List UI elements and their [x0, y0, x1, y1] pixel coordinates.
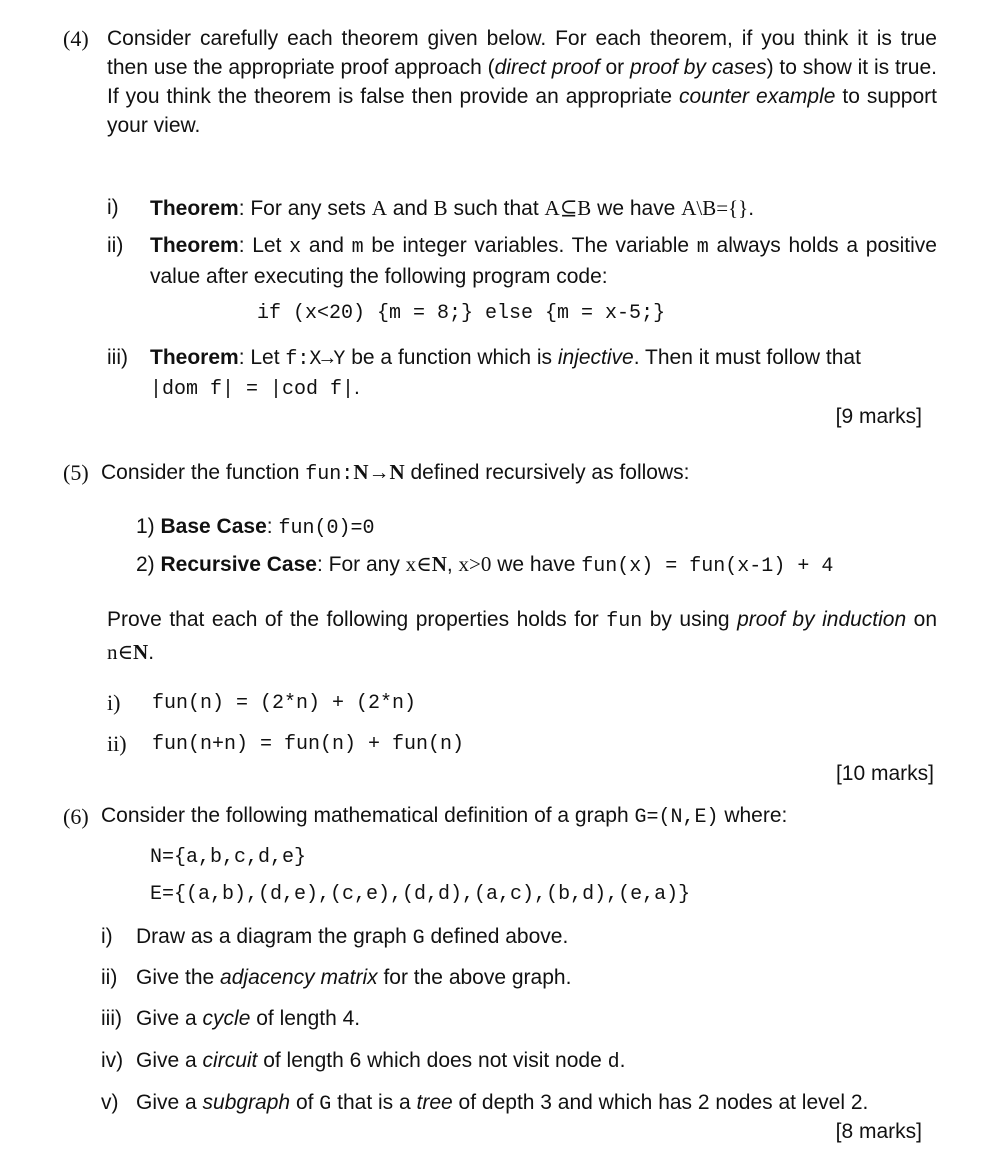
q6-item-iv-node-d: d: [607, 1051, 620, 1074]
q6-item-v-t2: of: [290, 1091, 320, 1114]
q5-naturals-1: N: [353, 460, 369, 484]
q4-direct-proof: direct proof: [494, 56, 600, 79]
q6-item-v-t1: Give a: [136, 1091, 203, 1114]
q6-item-ii: [136, 966, 571, 990]
q4-iii-equation: [150, 376, 360, 401]
q4-intro: [107, 24, 937, 140]
q5-rec-label: Recursive Case: [160, 553, 317, 576]
q6-item-iii-t2: of length 4.: [250, 1007, 361, 1030]
q6-adjacency-matrix: adjacency matrix: [220, 966, 378, 989]
q6-item-v-code: G: [319, 1093, 332, 1116]
q4-ii-var-x: x: [289, 236, 302, 259]
q5-rec-text: : For any: [316, 553, 406, 576]
q6-edge-set: E={(a,b),(d,e),(c,e),(d,d),(a,c),(b,d),(e,a)}: [150, 883, 691, 906]
q6-marks: [8 marks]: [835, 1120, 922, 1143]
q6-item-i-t1: Draw as a diagram the graph: [136, 925, 413, 948]
q6-item-iv: [136, 1049, 625, 1074]
q5-base-def: fun(0)=0: [278, 517, 375, 540]
q6-item-v-label: v): [101, 1091, 119, 1114]
q5-fun-sig: fun:: [305, 463, 354, 486]
q5-rec-x: x∈: [405, 552, 432, 576]
q6-subgraph: subgraph: [202, 1091, 291, 1114]
q5-proof-by-induction: proof by induction: [737, 608, 907, 631]
q6-where: where:: [718, 804, 788, 827]
q4-i-set-a: A: [371, 196, 387, 220]
q6-item-v: [136, 1091, 868, 1116]
q4-iii-theorem: Theorem: [150, 346, 239, 369]
q4-i-t2: such that: [447, 197, 545, 220]
q6-item-iii-t1: Give a: [136, 1007, 203, 1030]
q4-iii-t3: . Then it must follow that: [633, 346, 861, 369]
q4-or: or: [599, 56, 631, 79]
q4-iii-label: iii): [107, 346, 128, 369]
q6-graph-def: G=(N,E): [634, 806, 719, 829]
q6-intro: [101, 804, 787, 829]
q5-rec-naturals: N: [431, 552, 447, 576]
q6-item-v-t4: of depth 3 and which has 2 nodes at level 2.: [452, 1091, 869, 1114]
q6-item-i: [136, 925, 568, 950]
q6-node-set: N={a,b,c,d,e}: [150, 846, 307, 869]
q4-ii-theorem: Theorem: [150, 234, 239, 257]
q4-i-subset: A⊆B: [544, 196, 592, 220]
q5-prove-n: n∈: [107, 640, 134, 664]
q6-item-iii: [136, 1007, 360, 1031]
q5-number: (5): [63, 460, 89, 485]
q4-i-t3: we have: [591, 197, 682, 220]
q5-prove: [107, 604, 937, 668]
q6-item-iv-t3: .: [619, 1049, 626, 1072]
q4-iii-t2: be a function which is: [345, 346, 558, 369]
q4-number: (4): [63, 26, 89, 51]
q4-intro-text-2: ) to show it is true. If you think the theorem is false then provide an appropriate: [107, 56, 937, 108]
q5-base-colon: :: [266, 515, 279, 538]
q6-item-iv-label: iv): [101, 1049, 124, 1072]
q5-rec-num: 2): [136, 553, 161, 576]
q4-ii-var-m: m: [351, 236, 364, 259]
q6-intro-text: Consider the following mathematical definition of a graph: [101, 804, 635, 827]
q4-counter-example: counter example: [679, 85, 836, 108]
q4-i-label: i): [107, 196, 119, 219]
q4-proof-by-cases: proof by cases: [630, 56, 767, 79]
q4-iii-end: .: [354, 376, 360, 399]
q4-i-set-b: B: [433, 196, 448, 220]
q4-iii-function: f:X→Y: [285, 348, 346, 371]
q4-ii-label: ii): [107, 234, 124, 257]
q5-p2: fun(n+n) = fun(n) + fun(n): [152, 733, 465, 756]
q4-iii-text: [150, 346, 861, 371]
q6-item-i-label: i): [101, 925, 113, 948]
q4-marks: [9 marks]: [835, 405, 922, 428]
q5-p1: fun(n) = (2*n) + (2*n): [152, 692, 417, 715]
q6-tree: tree: [416, 1091, 453, 1114]
q6-item-ii-label: ii): [101, 966, 118, 989]
q4-i-text: [150, 196, 754, 221]
q5-arrow: →: [368, 460, 390, 484]
q4-i-set-diff: A\B={}: [681, 196, 749, 220]
q6-item-i-t2: defined above.: [424, 925, 569, 948]
q4-ii-var-m2: m: [696, 236, 709, 259]
q6-circuit: circuit: [202, 1049, 258, 1072]
q5-p2-label: ii): [107, 731, 127, 756]
q5-prove-fun: fun: [606, 610, 643, 633]
q4-iii-injective: injective: [557, 346, 634, 369]
q4-i-theorem: Theorem: [150, 197, 239, 220]
q4-ii-text: [150, 231, 937, 291]
q4-intro-text-3: to support your view.: [107, 85, 937, 137]
q5-rec-cond: x>0: [458, 552, 492, 576]
q5-prove-2: by using: [642, 608, 738, 631]
q5-recursive-case: [136, 552, 833, 578]
q5-rec-def: fun(x) = fun(x-1) + 4: [581, 555, 834, 578]
q4-ii-t3: always holds a positive value after executing the following program code:: [150, 234, 937, 288]
q5-base-num: 1): [136, 515, 161, 538]
q5-intro-end: defined recursively as follows:: [404, 461, 690, 484]
q6-number: (6): [63, 804, 89, 829]
q4-ii-t1: : Let: [238, 234, 290, 257]
q6-item-i-code: G: [412, 927, 425, 950]
q5-base-case: [136, 515, 374, 540]
q5-prove-end: .: [148, 641, 155, 664]
q4-ii-code: if (x<20) {m = 8;} else {m = x-5;}: [257, 302, 666, 325]
q4-i-and: and: [386, 197, 434, 220]
q5-prove-1: Prove that each of the following properties holds for: [107, 608, 607, 631]
q4-i-end: .: [748, 197, 755, 220]
q5-rec-have: we have: [491, 553, 582, 576]
q6-item-iv-t2: of length 6 which does not visit node: [257, 1049, 608, 1072]
q6-cycle: cycle: [202, 1007, 251, 1030]
q5-intro-text: Consider the function: [101, 461, 306, 484]
q6-item-v-t3: that is a: [331, 1091, 417, 1114]
q5-rec-comma: ,: [446, 553, 459, 576]
q6-item-iv-t1: Give a: [136, 1049, 203, 1072]
q4-intro-text-1: Consider carefully each theorem given below. For each theorem, if you think it is true then use the appropriate proof approach (: [107, 27, 937, 79]
q4-ii-t2: be integer variables. The variable: [363, 234, 697, 257]
q5-marks: [10 marks]: [835, 762, 934, 785]
q5-base-label: Base Case: [160, 515, 267, 538]
q4-iii-eq: |dom f| = |cod f|: [150, 378, 355, 401]
q5-prove-naturals: N: [133, 640, 149, 664]
q6-item-iii-label: iii): [101, 1007, 122, 1030]
q6-item-ii-t1: Give the: [136, 966, 221, 989]
q5-p1-label: i): [107, 690, 121, 715]
q6-item-ii-t2: for the above graph.: [377, 966, 572, 989]
q5-intro: [101, 460, 689, 486]
q4-ii-and: and: [301, 234, 352, 257]
q4-i-t1: : For any sets: [238, 197, 372, 220]
q5-naturals-2: N: [389, 460, 405, 484]
q5-prove-3: on: [906, 608, 937, 631]
q4-iii-t1: : Let: [238, 346, 286, 369]
